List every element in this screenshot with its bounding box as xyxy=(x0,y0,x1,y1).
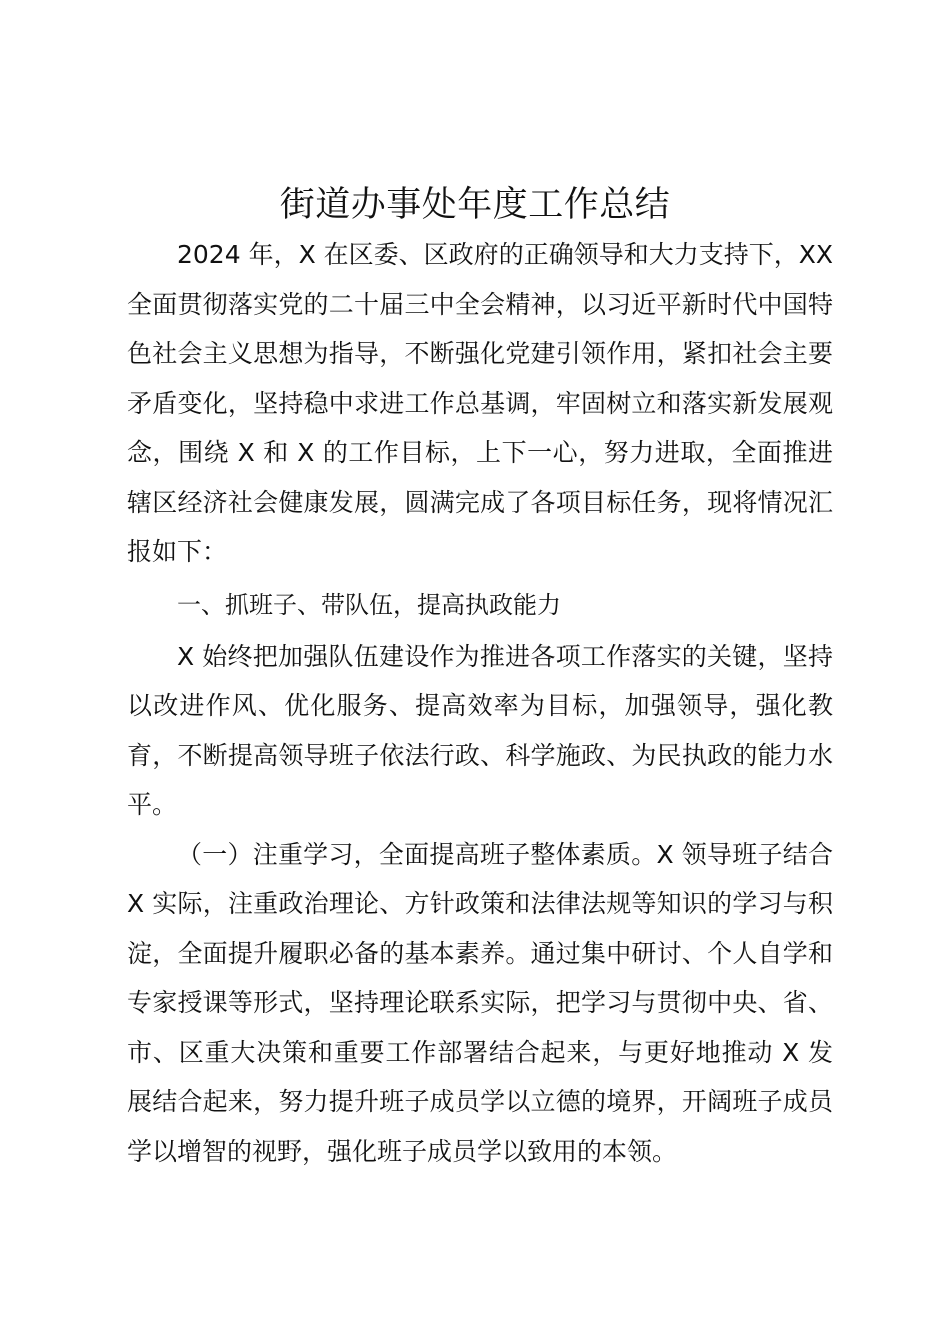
section-heading: 一、抓班子、带队伍，提高执政能力 xyxy=(177,590,561,619)
section-paragraph: X 始终把加强队伍建设作为推进各项工作落实的关键，坚持以改进作风、优化服务、提高效率为目标，加强领导，强化教育，不断提高领导班子依法行政、科学施政、为民执政的能力水平。 xyxy=(127,641,833,819)
document-body xyxy=(127,230,833,1176)
subsection-paragraph: （一）注重学习，全面提高班子整体素质。X 领导班子结合 X 实际，注重政治理论、方针政策和法律法规等知识的学习与积淀，全面提升履职必备的基本素养。通过集中研讨、个人自学和专家授课等形式，坚持理论联系实际，把学习与贯彻中央、省、市、区重大决策和重要工作部署结合起来，与更好地推动 X 发展结合起来，努力提升班子成员学以立德的境界，开阔班子成员学以增智的视野，强化班子成员学以致用的本领。 xyxy=(127,839,833,1166)
document-title: 街道办事处年度工作总结 xyxy=(279,185,671,225)
intro-paragraph: 2024 年，X 在区委、区政府的正确领导和大力支持下，XX 全面贯彻落实党的二十届三中全会精神，以习近平新时代中国特色社会主义思想为指导，不断强化党建引领作用，紧扣社会主要矛盾变化，坚持稳中求进工作总基调，牢固树立和落实新发展观念，围绕 X 和 X 的工作目标，上下一心，努力进取，全面推进辖区经济社会健康发展，圆满完成了各项目标任务，现将情况汇报如下： xyxy=(127,240,833,566)
